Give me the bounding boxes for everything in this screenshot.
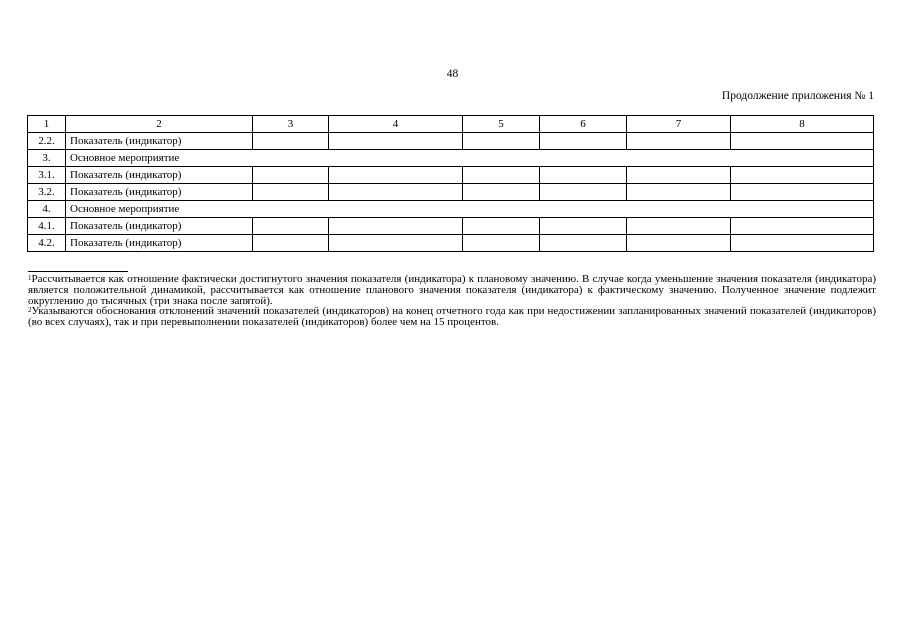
table-row-indicator — [28, 167, 874, 184]
header-cell: 6 — [540, 116, 627, 133]
row-name-cell: Показатель (индикатор) — [66, 167, 253, 184]
empty-cell — [627, 184, 731, 201]
appendix-continuation-label: Продолжение приложения № 1 — [721, 90, 874, 102]
empty-cell — [463, 184, 540, 201]
row-number-cell: 3.1. — [28, 167, 66, 184]
empty-cell — [329, 184, 463, 201]
empty-cell — [329, 167, 463, 184]
empty-cell — [253, 133, 329, 150]
empty-cell — [329, 235, 463, 252]
footnote-1 — [28, 274, 876, 306]
empty-cell — [731, 133, 874, 150]
empty-cell — [329, 218, 463, 235]
row-name-cell: Показатель (индикатор) — [66, 218, 253, 235]
table-row-indicator — [28, 184, 874, 201]
empty-cell — [540, 184, 627, 201]
footnote-text: Рассчитывается как отношение фактически достигнутого значения показателя (индикатора) к плановому значению. В случае когда уменьшение значения показателя (индикатора) является положительной динамикой, рассчитывается как отношение планового значения показателя (индикатора) к фактическому значению. Полученное значение подлежит округлению до тысячных (три знака после запятой). — [28, 273, 876, 307]
empty-cell — [627, 218, 731, 235]
empty-cell — [540, 167, 627, 184]
empty-cell — [731, 184, 874, 201]
header-cell: 1 — [28, 116, 66, 133]
empty-cell — [540, 133, 627, 150]
row-number-cell: 2.2. — [28, 133, 66, 150]
empty-cell — [731, 235, 874, 252]
header-cell: 4 — [329, 116, 463, 133]
footnote-mark: 1 — [28, 274, 32, 282]
empty-cell — [731, 218, 874, 235]
footnote-separator — [28, 271, 128, 272]
footnote-text: Указываются обоснования отклонений значений показателей (индикаторов) на конец отчетного года как при недостижении запланированных значений показателей (индикаторов) (во всех случаях), так и при перевыполнении показателей (индикаторов) более чем на 15 процентов. — [28, 305, 876, 329]
row-name-cell: Показатель (индикатор) — [66, 133, 253, 150]
empty-cell — [463, 167, 540, 184]
row-number-cell: 3.2. — [28, 184, 66, 201]
empty-cell — [329, 133, 463, 150]
indicators-table — [27, 115, 874, 252]
empty-cell — [627, 167, 731, 184]
row-name-cell: Основное мероприятие — [66, 201, 874, 218]
header-cell: 8 — [731, 116, 874, 133]
row-name-cell: Показатель (индикатор) — [66, 184, 253, 201]
table-row-indicator — [28, 218, 874, 235]
empty-cell — [463, 218, 540, 235]
row-number-cell: 4.2. — [28, 235, 66, 252]
page-number: 48 — [446, 68, 459, 80]
header-cell: 7 — [627, 116, 731, 133]
empty-cell — [253, 184, 329, 201]
empty-cell — [731, 167, 874, 184]
empty-cell — [627, 133, 731, 150]
empty-cell — [253, 218, 329, 235]
empty-cell — [253, 167, 329, 184]
empty-cell — [540, 218, 627, 235]
table-row-main-activity — [28, 150, 874, 167]
footnote-2 — [28, 306, 876, 328]
empty-cell — [540, 235, 627, 252]
empty-cell — [253, 235, 329, 252]
header-cell: 3 — [253, 116, 329, 133]
footnotes — [28, 274, 876, 328]
header-cell: 5 — [463, 116, 540, 133]
row-number-cell: 3. — [28, 150, 66, 167]
header-cell: 2 — [66, 116, 253, 133]
row-number-cell: 4. — [28, 201, 66, 218]
empty-cell — [463, 133, 540, 150]
empty-cell — [627, 235, 731, 252]
table-row-main-activity — [28, 201, 874, 218]
row-name-cell: Показатель (индикатор) — [66, 235, 253, 252]
table-row-indicator — [28, 133, 874, 150]
table-row-indicator — [28, 235, 874, 252]
row-number-cell: 4.1. — [28, 218, 66, 235]
row-name-cell: Основное мероприятие — [66, 150, 874, 167]
empty-cell — [463, 235, 540, 252]
table-header-row — [28, 116, 874, 133]
footnote-mark: 2 — [28, 306, 32, 315]
